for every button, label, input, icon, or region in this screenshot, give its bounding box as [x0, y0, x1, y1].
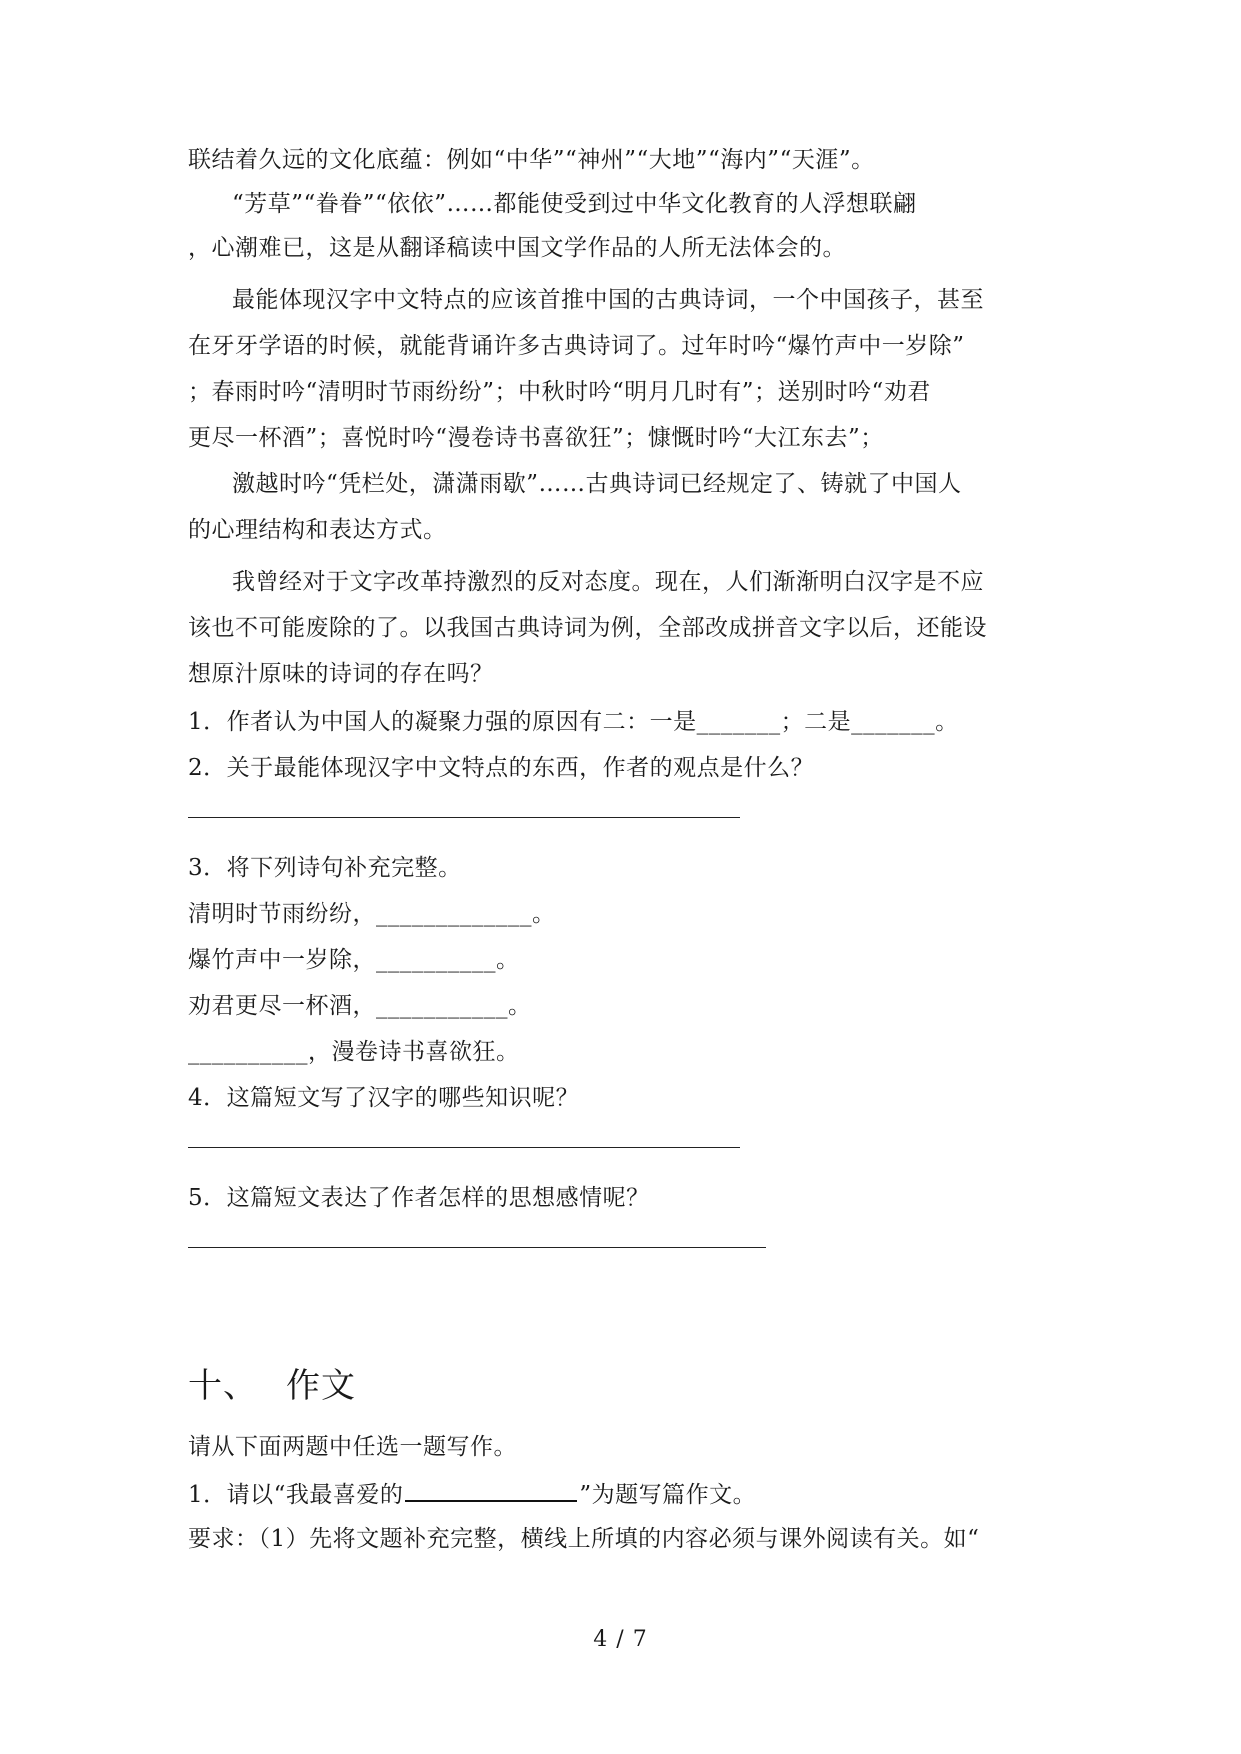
poem-fill-line: 劝君更尽一杯酒，___________。 — [188, 993, 532, 1019]
answer-line-q4[interactable] — [188, 1147, 740, 1148]
question-2: 2．关于最能体现汉字中文特点的东西，作者的观点是什么？ — [188, 755, 815, 781]
answer-line-q2[interactable] — [188, 817, 740, 818]
passage-line: 最能体现汉字中文特点的应该首推中国的古典诗词，一个中国孩子，甚至 — [232, 287, 984, 313]
composition-intro: 请从下面两题中任选一题写作。 — [188, 1434, 517, 1460]
poem-fill-line: 清明时节雨纷纷，_____________。 — [188, 901, 556, 927]
composition-prompt — [188, 1478, 756, 1510]
passage-line: ，心潮难已，这是从翻译稿读中国文学作品的人所无法体会的。 — [188, 235, 846, 261]
passage-line: 该也不可能废除的了。以我国古典诗词为例，全部改成拼音文字以后，还能设 — [188, 615, 987, 641]
prompt-suffix: ”为题写篇作文。 — [579, 1482, 757, 1508]
answer-line-q5[interactable] — [188, 1247, 766, 1248]
prompt-prefix: 1．请以“我最喜爱的 — [188, 1482, 404, 1508]
passage-line: 的心理结构和表达方式。 — [188, 517, 447, 543]
passage-line: 更尽一杯酒”；喜悦时吟“漫卷诗书喜欲狂”；慷慨时吟“大江东去”； — [188, 425, 884, 451]
passage-line: 想原汁原味的诗词的存在吗？ — [188, 661, 494, 687]
question-1: 1．作者认为中国人的凝聚力强的原因有二：一是_______；二是_______。 — [188, 709, 959, 735]
poem-fill-line: __________，漫卷诗书喜欲狂。 — [188, 1039, 520, 1065]
section-heading — [188, 1366, 356, 1406]
title-blank[interactable] — [405, 1478, 577, 1502]
passage-line: 我曾经对于文字改革持激烈的反对态度。现在，人们渐渐明白汉字是不应 — [232, 569, 984, 595]
composition-requirement: 要求：（1）先将文题补充完整，横线上所填的内容必须与课外阅读有关。如“ — [188, 1526, 980, 1552]
question-4: 4．这篇短文写了汉字的哪些知识呢？ — [188, 1085, 580, 1111]
passage-line: 激越时吟“凭栏处，潇潇雨歇”……古典诗词已经规定了、铸就了中国人 — [232, 471, 962, 497]
section-number: 十、 — [188, 1366, 258, 1406]
question-5: 5．这篇短文表达了作者怎样的思想感情呢？ — [188, 1185, 650, 1211]
passage-line: 联结着久远的文化底蕴：例如“中华”“神州”“大地”“海内”“天涯”。 — [188, 147, 875, 173]
question-3: 3．将下列诗句补充完整。 — [188, 855, 462, 881]
passage-line: 在牙牙学语的时候，就能背诵许多古典诗词了。过年时吟“爆竹声中一岁除” — [188, 333, 965, 359]
passage-line: “芳草”“眷眷”“依依”……都能使受到过中华文化教育的人浮想联翩 — [232, 191, 917, 217]
page-number: 4 / 7 — [593, 1627, 648, 1652]
passage-line: ；春雨时吟“清明时节雨纷纷”；中秋时吟“明月几时有”；送别时吟“劝君 — [188, 379, 931, 405]
section-title: 作文 — [286, 1366, 356, 1406]
poem-fill-line: 爆竹声中一岁除，__________。 — [188, 947, 520, 973]
